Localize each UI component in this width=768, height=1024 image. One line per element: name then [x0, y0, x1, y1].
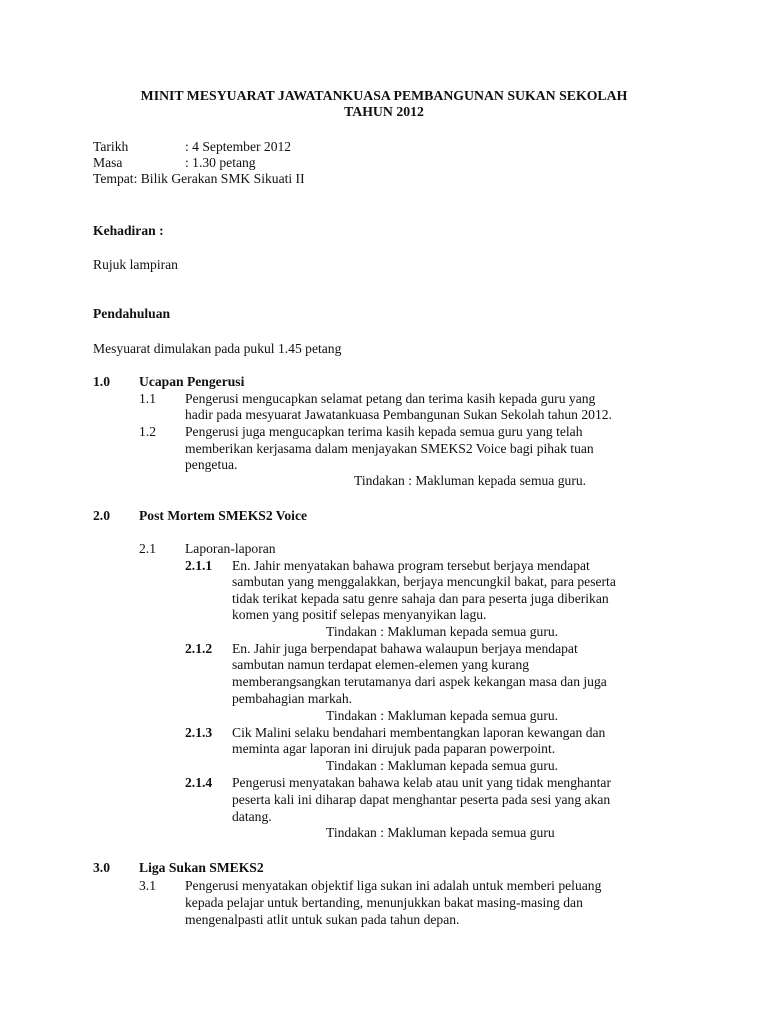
- intro-heading: Pendahuluan: [93, 306, 171, 321]
- item-1-1-number: 1.1: [139, 391, 156, 406]
- item-2-1-2-line2: sambutan namun terdapat elemen-elemen yang kurang: [232, 657, 530, 672]
- item-2-1-4-line2: peserta kali ini diharap dapat menghantar peserta pada sesi yang akan: [232, 792, 611, 807]
- intro-text: Mesyuarat dimulakan pada pukul 1.45 petang: [93, 341, 342, 356]
- item-2-1-3-action: Tindakan : Makluman kepada semua guru.: [326, 758, 559, 773]
- date-label: Tarikh: [93, 139, 129, 154]
- item-2-1-number: 2.1: [139, 541, 156, 556]
- item-2-1-1-line2: sambutan yang menggalakkan, berjaya mencungkil bakat, para peserta: [232, 574, 616, 589]
- section-3-heading: Liga Sukan SMEKS2: [139, 860, 264, 875]
- item-1-1-line2: hadir pada mesyuarat Jawatankuasa Pembangunan Sukan Sekolah tahun 2012.: [185, 407, 612, 422]
- item-2-1-4-line3: datang.: [232, 809, 272, 824]
- item-2-1-1-line1: En. Jahir menyatakan bahawa program tersebut berjaya mendapat: [232, 558, 590, 573]
- section-1-action: Tindakan : Makluman kepada semua guru.: [354, 473, 587, 488]
- item-1-2-line1: Pengerusi juga mengucapkan terima kasih kepada semua guru yang telah: [185, 424, 583, 439]
- item-1-2-number: 1.2: [139, 424, 156, 439]
- document-title-line2: TAHUN 2012: [344, 104, 424, 119]
- item-2-1-2-line1: En. Jahir juga berpendapat bahawa walaupun berjaya mendapat: [232, 641, 578, 656]
- item-3-1-line1: Pengerusi menyatakan objektif liga sukan ini adalah untuk memberi peluang: [185, 878, 602, 893]
- section-2-heading: Post Mortem SMEKS2 Voice: [139, 508, 308, 523]
- item-3-1-line3: mengenalpasti atlit untuk sukan pada tahun depan.: [185, 912, 460, 927]
- time-label: Masa: [93, 155, 123, 170]
- section-1-heading: Ucapan Pengerusi: [139, 374, 245, 389]
- attendance-text: Rujuk lampiran: [93, 257, 178, 272]
- item-2-1-4-line1: Pengerusi menyatakan bahawa kelab atau unit yang tidak menghantar: [232, 775, 611, 790]
- section-1-number: 1.0: [93, 374, 110, 389]
- time-value: : 1.30 petang: [185, 155, 256, 170]
- item-1-1-line1: Pengerusi mengucapkan selamat petang dan terima kasih kepada guru yang: [185, 391, 596, 406]
- date-value: : 4 September 2012: [185, 139, 292, 154]
- item-1-2-line3: pengetua.: [185, 457, 238, 472]
- item-2-1-4-action: Tindakan : Makluman kepada semua guru: [326, 825, 555, 840]
- item-2-1-1-line4: komen yang positif selepas menyanyikan lagu.: [232, 607, 487, 622]
- section-3-number: 3.0: [93, 860, 110, 875]
- item-2-1-2-action: Tindakan : Makluman kepada semua guru.: [326, 708, 559, 723]
- item-2-1-3-line1: Cik Malini selaku bendahari membentangkan laporan kewangan dan: [232, 725, 606, 740]
- item-2-1-3-line2: meminta agar laporan ini dirujuk pada paparan powerpoint.: [232, 741, 556, 756]
- item-2-1-1-number: 2.1.1: [185, 558, 213, 573]
- item-2-1-2-line4: pembahagian markah.: [232, 691, 353, 706]
- document-title-line1: MINIT MESYUARAT JAWATANKUASA PEMBANGUNAN SUKAN SEKOLAH: [140, 88, 628, 103]
- item-2-1-4-number: 2.1.4: [185, 775, 213, 790]
- attendance-heading: Kehadiran :: [93, 223, 164, 238]
- item-2-1-heading: Laporan-laporan: [185, 541, 276, 556]
- item-2-1-2-line3: memberangsangkan terutamanya dari aspek kekangan masa dan juga: [232, 674, 607, 689]
- item-2-1-1-action: Tindakan : Makluman kepada semua guru.: [326, 624, 559, 639]
- item-2-1-2-number: 2.1.2: [185, 641, 213, 656]
- venue-line: Tempat: Bilik Gerakan SMK Sikuati II: [93, 171, 305, 186]
- item-3-1-line2: kepada pelajar untuk bertanding, menunjukkan bakat masing-masing dan: [185, 895, 583, 910]
- item-2-1-1-line3: tidak terikat kepada satu genre sahaja dan para peserta juga diberikan: [232, 591, 609, 606]
- item-3-1-number: 3.1: [139, 878, 156, 893]
- item-1-2-line2: memberikan kerjasama dalam menjayakan SMEKS2 Voice bagi pihak tuan: [185, 441, 594, 456]
- section-2-number: 2.0: [93, 508, 110, 523]
- item-2-1-3-number: 2.1.3: [185, 725, 213, 740]
